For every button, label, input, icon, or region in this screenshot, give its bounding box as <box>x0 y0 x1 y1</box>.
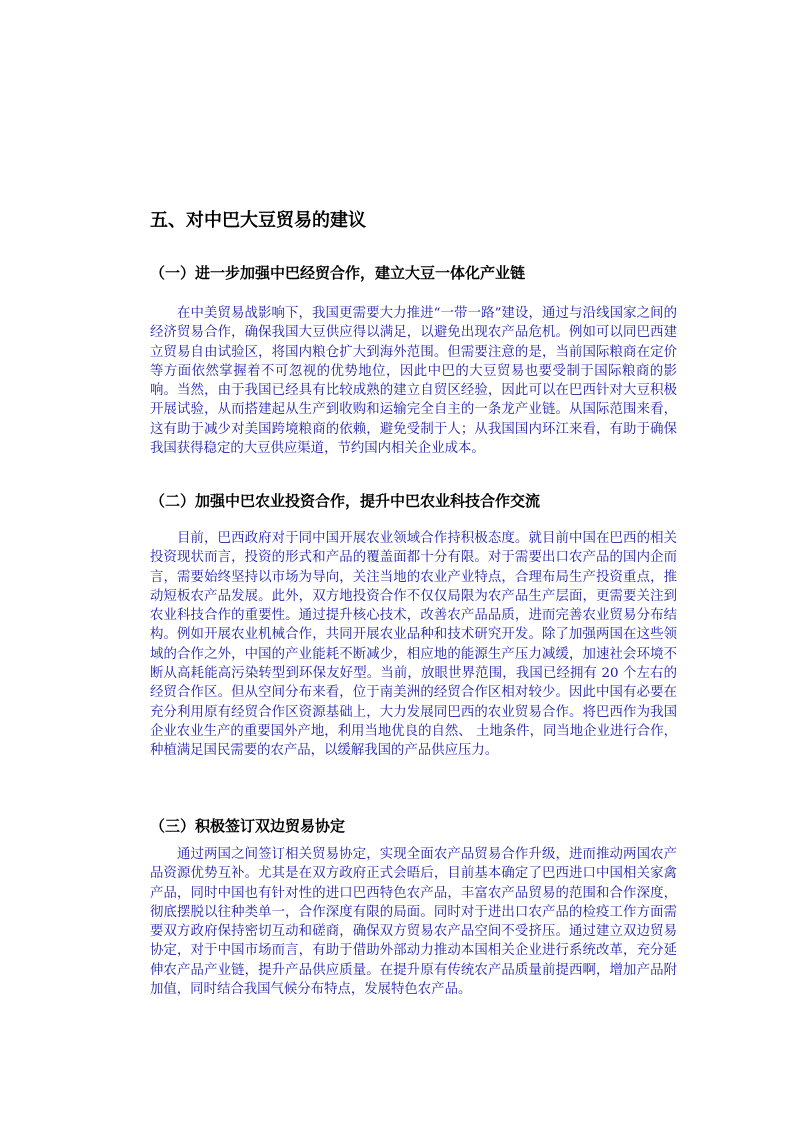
subsection-heading-1: （一）进一步加强中巴经贸合作，建立大豆一体化产业链 <box>150 264 526 282</box>
subsection-paragraph-1: 在中美贸易战影响下，我国更需要大力推进“一带一路”建设，通过与沿线国家之间的经济贸易合作，确保我国大豆供应得以满足，以避免出现农产品危机。例如可以同巴西建立贸易自由试验区，将国内粮仓扩大到海外范围。但需要注意的是，当前国际粮商在定价等方面依然掌握着不可忽视的优势地位，因此中巴的大豆贸易也要受制于国际粮商的影响。当然，由于我国已经具有比较成熟的建立自贸区经验，因此可以在巴西针对大豆积极开展试验，从而搭建起从生产到收购和运输完全自主的一条龙产业链。从国际范围来看，这有助于减少对美国跨境粮商的依赖，避免受制于人；从我国国内环江来看，有助于确保我国获得稳定的大豆供应渠道，节约国内相关企业成本。 <box>150 306 677 457</box>
section-title: 五、对中巴大豆贸易的建议 <box>150 210 366 231</box>
subsection-paragraph-2: 目前，巴西政府对于同中国开展农业领域合作持积极态度。就目前中国在巴西的相关投资现状而言，投资的形式和产品的覆盖面都十分有限。对于需要出口农产品的国内企而言，需要始终坚持以市场为导向，关注当地的农业产业特点，合理布局生产投资重点，推动短板农产品发展。此外，双方地投资合作不仅仅局限为农产品生产层面，更需要关注到农业科技合作的重要性。通过提升核心技术，改善农产品品质，进而完善农业贸易分布结构。例如开展农业机械合作，共同开展农业品种和技术研究开发。除了加强两国在这些领域的合作之外，中国的产业能耗不断减少，相应地的能源生产压力减缓，加速社会环境不断从高耗能高污染转型到环保友好型。当前，放眼世界范围，我国已经拥有 20 个左右的经贸合作区。但从空间分布来看，位于南美洲的经贸合作区相对较少。因此中国有必要在充分利用原有经贸合作区资源基础上，大力发展同巴西的农业贸易合作。将巴西作为我国企业农业生产的重要国外产地，利用当地优良的自然、 土地条件，同当地企业进行合作，种植满足国民需要的农产品，以缓解我国的产品供应压力。 <box>150 531 677 759</box>
subsection-heading-3: （三）积极签订双边贸易协定 <box>150 817 346 835</box>
subsection-heading-2: （二）加强中巴农业投资合作，提升中巴农业科技合作交流 <box>150 492 541 510</box>
subsection-paragraph-3: 通过两国之间签订相关贸易协定，实现全面农产品贸易合作升级，进而推动两国农产品资源优势互补。尤其是在双方政府正式会晤后，目前基本确定了巴西进口中国相关家禽产品，同时中国也有针对性的进口巴西特色农产品，丰富农产品贸易的范围和合作深度，彻底摆脱以往种类单一，合作深度有限的局面。同时对于进出口农产品的检疫工作方面需要双方政府保持密切互动和磋商，确保双方贸易农产品空间不受挤压。通过建立双边贸易协定，对于中国市场而言，有助于借助外部动力推动本国相关企业进行系统改革，充分延伸农产品产业链，提升产品供应质量。在提升原有传统农产品质量前提西啊，增加产品附加值，同时结合我国气候分布特点，发展特色农产品。 <box>150 847 677 998</box>
